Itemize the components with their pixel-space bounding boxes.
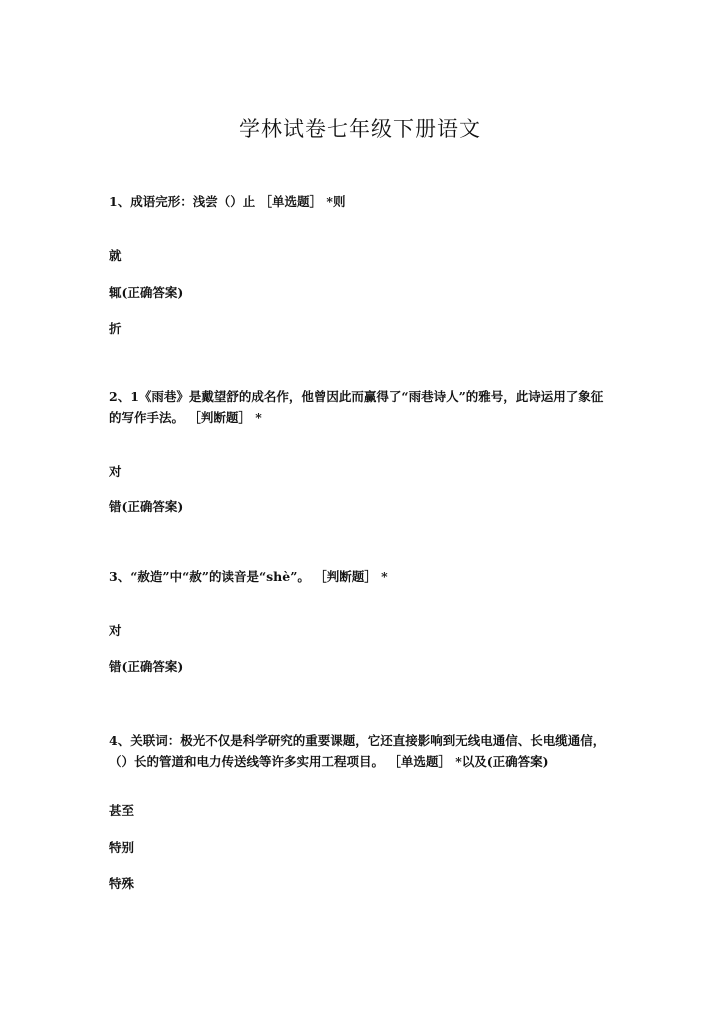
question-4-text-line-2: （）长的管道和电力传送线等许多实用工程项目。 ［单选题］ *以及(正确答案) <box>109 754 549 769</box>
question-3-option-2: 错(正确答案) <box>109 659 184 674</box>
question-2-text-line-2: 的写作手法。 ［判断题］ * <box>109 410 262 425</box>
question-1-option-2: 辄(正确答案) <box>109 285 184 300</box>
question-2-option-2: 错(正确答案) <box>109 499 184 514</box>
question-4-text-line-1: 4、关联词：极光不仅是科学研究的重要课题，它还直接影响到无线电通信、长电缆通信， <box>109 733 606 748</box>
question-1-option-1: 就 <box>109 248 122 263</box>
question-2-option-1: 对 <box>109 464 122 479</box>
question-2-text-line-1: 2、1《雨巷》是戴望舒的成名作，他曾因此而赢得了“雨巷诗人”的雅号，此诗运用了象征 <box>109 389 604 404</box>
question-1-text: 1、成语完形：浅尝（）止 ［单选题］ *则 <box>109 194 346 209</box>
question-3-text: 3、“赦造”中“赦”的读音是“shè”。 ［判断题］ * <box>109 569 388 584</box>
question-4-option-3: 特殊 <box>109 876 135 891</box>
question-4-option-1: 甚至 <box>109 803 135 818</box>
document-title: 学林试卷七年级下册语文 <box>239 117 481 141</box>
question-1-option-3: 折 <box>109 321 122 336</box>
question-4-option-2: 特别 <box>109 840 135 855</box>
question-3-option-1: 对 <box>109 623 122 638</box>
